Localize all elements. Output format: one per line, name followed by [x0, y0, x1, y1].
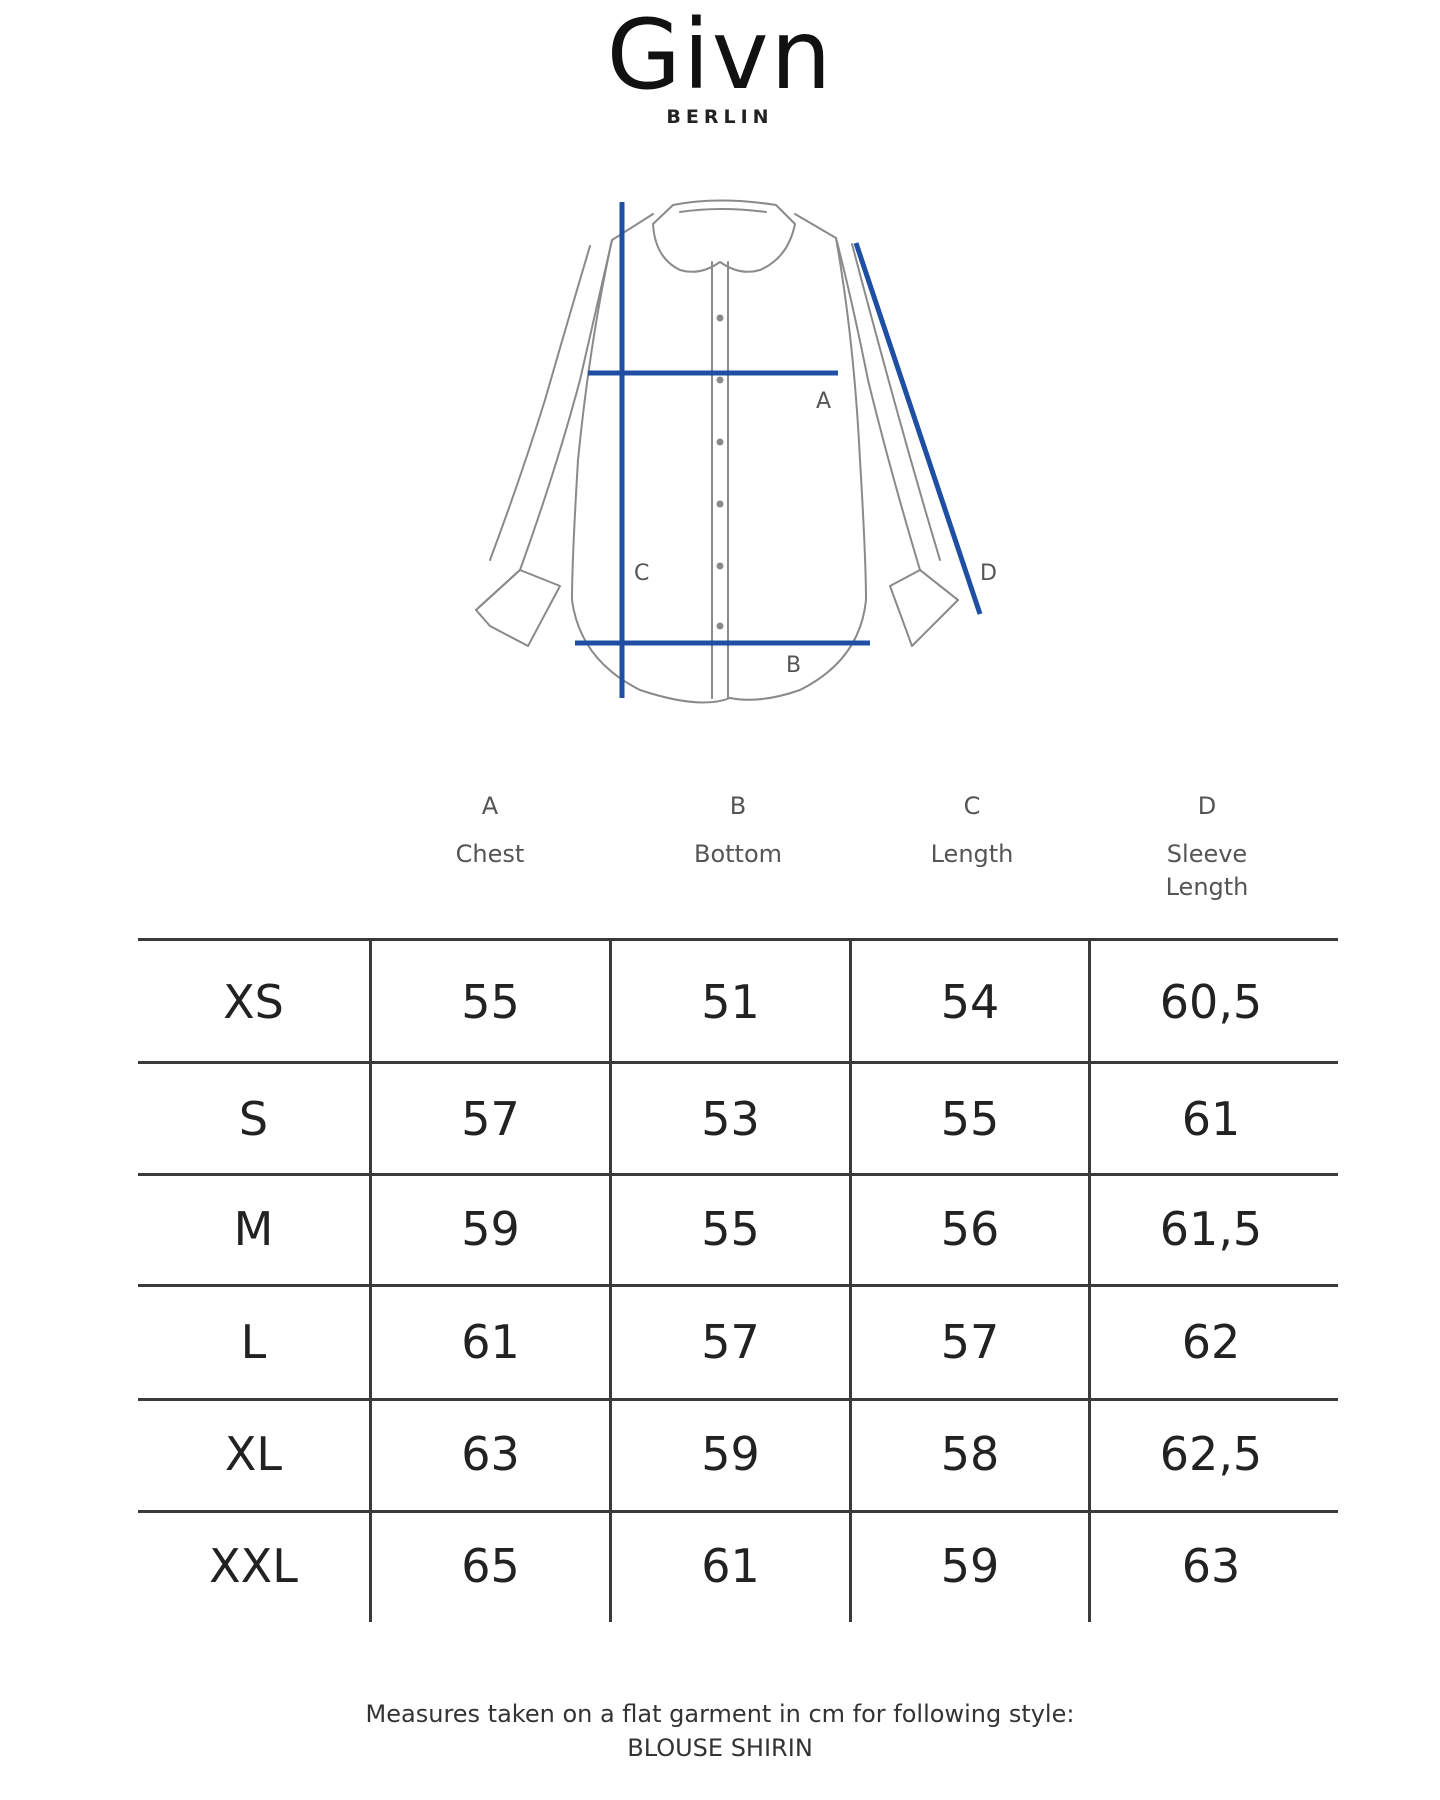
column-label: Length — [930, 840, 1014, 868]
column-label: Chest — [455, 840, 525, 868]
column-letter: D — [1197, 792, 1217, 820]
brand-name: Givn — [606, 0, 834, 111]
column-letter: B — [729, 792, 747, 820]
value-cell-chest: 59 — [461, 1202, 520, 1256]
label-c: C — [634, 561, 650, 586]
column-header-chest — [405, 790, 575, 871]
size-cell: L — [240, 1315, 267, 1369]
column-header-length — [887, 790, 1057, 871]
value-cell-length: 54 — [940, 975, 1000, 1029]
value-cell-sleeve-length: 61 — [1181, 1092, 1241, 1146]
value-cell-length: 57 — [940, 1315, 1000, 1369]
table-row — [138, 1510, 1338, 1622]
label-d: D — [980, 561, 997, 586]
measurement-lines — [575, 202, 980, 698]
value-cell-bottom: 61 — [701, 1539, 760, 1593]
measure-line-d — [856, 243, 980, 614]
column-letter: C — [963, 792, 981, 820]
value-cell-length: 56 — [940, 1202, 1000, 1256]
size-cell: M — [233, 1202, 274, 1256]
size-cell: XS — [223, 975, 284, 1029]
value-cell-chest: 57 — [461, 1092, 520, 1146]
column-header-bottom — [653, 790, 823, 871]
value-cell-sleeve-length: 61,5 — [1159, 1202, 1263, 1256]
table-row — [138, 1063, 1338, 1175]
size-cell: XL — [224, 1427, 283, 1481]
table-row — [138, 1398, 1338, 1510]
value-cell-length: 58 — [940, 1427, 1000, 1481]
value-cell-bottom: 51 — [701, 975, 760, 1029]
measurement-labels — [634, 389, 997, 678]
measurement-note: Measures taken on a flat garment in cm for following style: — [365, 1700, 1075, 1728]
value-cell-sleeve-length: 62 — [1181, 1315, 1241, 1369]
buttons — [717, 315, 724, 630]
label-b: B — [786, 653, 802, 678]
table-rule — [138, 938, 1338, 941]
value-cell-sleeve-length: 62,5 — [1159, 1427, 1263, 1481]
value-cell-bottom: 53 — [701, 1092, 760, 1146]
value-cell-chest: 61 — [461, 1315, 520, 1369]
size-cell: XXL — [209, 1539, 298, 1593]
shirt-measurement-diagram — [0, 0, 1440, 720]
table-row — [138, 1173, 1338, 1285]
label-a: A — [816, 389, 832, 414]
value-cell-chest: 63 — [461, 1427, 520, 1481]
value-cell-chest: 65 — [461, 1539, 520, 1593]
table-row — [138, 946, 1338, 1058]
column-header-sleeve-length — [1122, 790, 1292, 904]
value-cell-sleeve-length: 63 — [1181, 1539, 1241, 1593]
value-cell-bottom: 59 — [701, 1427, 760, 1481]
value-cell-length: 59 — [940, 1539, 1000, 1593]
brand-location: BERLIN — [666, 106, 774, 128]
size-cell: S — [238, 1092, 269, 1146]
value-cell-sleeve-length: 60,5 — [1159, 975, 1263, 1029]
column-letter: A — [481, 792, 499, 820]
value-cell-bottom: 55 — [701, 1202, 760, 1256]
size-table — [138, 938, 1338, 1622]
table-row — [138, 1286, 1338, 1398]
value-cell-length: 55 — [940, 1092, 1000, 1146]
column-label: Bottom — [693, 840, 783, 868]
value-cell-bottom: 57 — [701, 1315, 760, 1369]
value-cell-chest: 55 — [461, 975, 520, 1029]
column-label: Sleeve Length — [1165, 840, 1249, 901]
style-name: BLOUSE SHIRIN — [627, 1734, 813, 1762]
